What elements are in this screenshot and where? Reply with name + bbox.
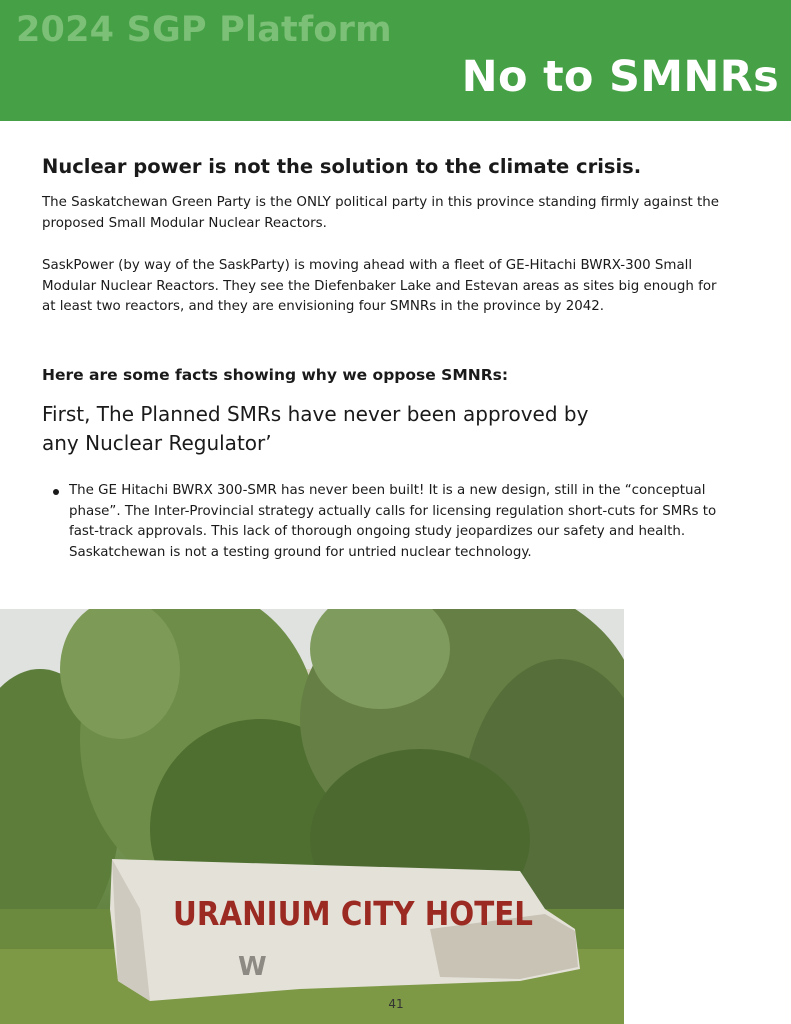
page-title: No to SMNRs — [461, 52, 779, 102]
photo-illustration — [0, 609, 624, 1024]
facts-list — [42, 481, 722, 563]
fact-subheading: First, The Planned SMRs have never been approved by any Nuclear Regulator’ — [42, 402, 589, 455]
section-heading: Nuclear power is not the solution to the climate crisis. — [42, 155, 642, 178]
facts-heading: Here are some facts showing why we oppose SMNRs: — [42, 366, 509, 384]
page-header — [0, 0, 791, 121]
paragraph-saskpower: SaskPower (by way of the SaskParty) is moving ahead with a fleet of GE-Hitachi BWRX-300 Small Modular Nuclear Reactors. They see the Diefenbaker Lake and Estevan areas as sites big enough for at least two reactors, and they are envisioning four SMNRs in the province by 2042. — [42, 258, 717, 314]
sign-text: URANIUM CITY HOTEL — [173, 894, 533, 933]
platform-kicker: 2024 SGP Platform — [16, 10, 392, 50]
hotel-sign — [110, 859, 580, 1001]
paragraph-intro: The Saskatchewan Green Party is the ONLY political party in this province standing firmly against the proposed Small Modular Nuclear Reactors. — [42, 195, 720, 231]
list-item — [42, 481, 722, 563]
page-number: 41 — [388, 997, 404, 1011]
bullet-icon — [53, 489, 59, 495]
sign-subtext: W — [238, 952, 267, 982]
uranium-city-hotel-photo — [0, 609, 624, 1024]
list-item-text: The GE Hitachi BWRX 300-SMR has never been built! It is a new design, still in the “conceptual phase”. The Inter-Provincial strategy actually calls for licensing regulation short-cuts for SMRs to fast-track approvals. This lack of thorough ongoing study jeopardizes our safety and health. Saskatchewan is not a testing ground for untried nuclear technology. — [69, 483, 717, 560]
